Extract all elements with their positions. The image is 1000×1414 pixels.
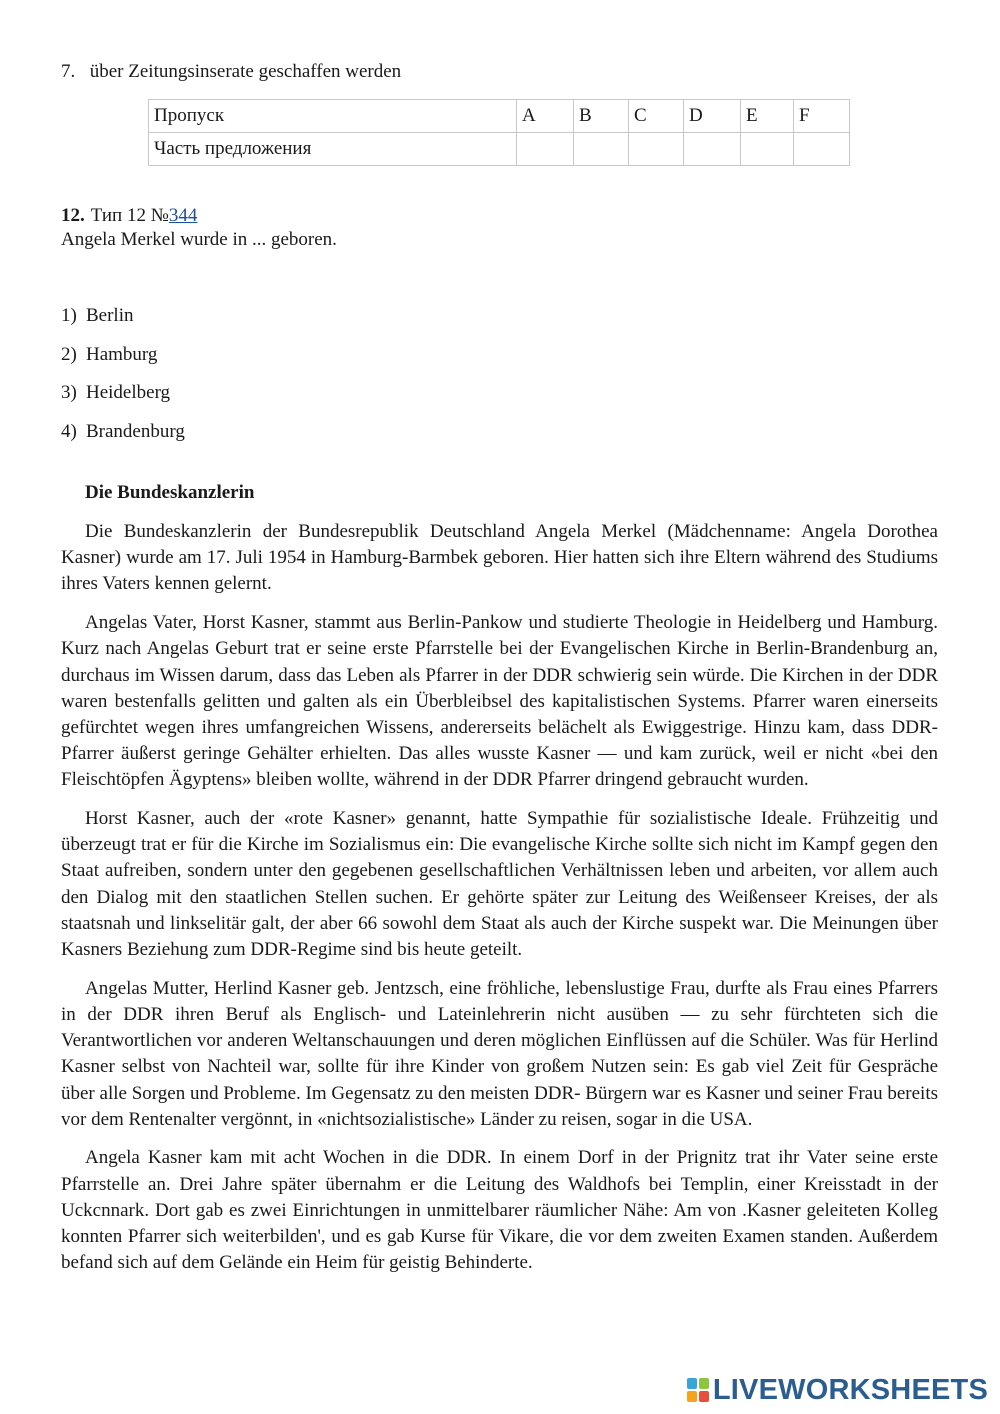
answer-options — [61, 304, 185, 458]
answer-cell-e[interactable] — [741, 133, 794, 166]
paragraph: Angelas Vater, Horst Kasner, stammt aus Berlin-Pankow und studierte Theologie in Heidelberg und Hamburg. Kurz nach Angelas Geburt trat er seine erste Pfarrstelle bei der Evangelischen Kirche in Berlin-Brandenburg an, durchaus im Wissen darum, dass das Leben als Pfarrer in der DDR schwierig sein würde. Die Kirchen in der DDR waren bestenfalls gelitten und galten als ein Überbleibsel des kapitalistischen Systems. Pfarrer waren einerseits gefürchtet wegen ihres umfangreichen Wissens, andererseits belächelt als Ewiggestrige. Hinzu kam, dass DDR-Pfarrer äußerst geringe Gehälter erhielten. Das alles wusste Kasner — und kam zurück, weil er nicht «bei den Fleischtöpfen Ägyptens» bleiben wollte, während in der DDR Pfarrer dringend gebraucht wurden. — [61, 612, 938, 791]
liveworksheets-logo-icon — [687, 1378, 709, 1402]
option-text: Brandenburg — [86, 420, 185, 442]
header-cell-d: D — [684, 100, 741, 133]
brand-logo — [687, 1374, 988, 1406]
answer-cell-f[interactable] — [794, 133, 850, 166]
option-3[interactable] — [61, 381, 185, 420]
answer-cell-a[interactable] — [517, 133, 574, 166]
header-cell-f: F — [794, 100, 850, 133]
brand-name: LIVEWORKSHEETS — [712, 1373, 988, 1406]
option-number: 1) — [61, 305, 77, 326]
list-item-7 — [61, 60, 401, 84]
paragraph: Horst Kasner, auch der «rote Kasner» genannt, hatte Sympathie für sozialistische Ideale. Frühzeitig und überzeugt trat er für die Kirche im Sozialismus ein: Die evangelische Kirche sollte sich nicht im Kampf gegen den Staat aufreiben, sondern unter den gegebenen gesellschaftlichen Verhältnissen leben und arbeiten, vor allem auch den Dialog mit den staatlichen Stellen suchen. Er gehörte später zur Leitung des Weißenseer Kreises, der als staatsnah und linkselitär galt, der aber 66 sowohl dem Staat als auch der Kirche suspekt war. Die Meinungen über Kasners Beziehung zum DDR-Regime sind bis heute geteilt. — [61, 808, 938, 961]
paragraph: Angelas Mutter, Herlind Kasner geb. Jentzsch, eine fröhliche, lebenslustige Frau, durfte als Frau eines Pfarrers in der DDR ihren Beruf als Englisch- und Lateinlehrerin nicht ausüben — zu sehr fürchteten sich die Verantwortlichen vor anderen Weltanschauungen und deren möglichen Einflüssen auf die Schüler. Was für Herlind Kasner selbst von Nachteil war, sollte für ihre Kinder von großem Nutzen sein: Es gab viel Zeit für Gespräche über alle Sorgen und Probleme. Im Gegensatz zu den meisten DDR- Bürgern war es Kasner und seiner Frau bereits vor dem Rentenalter vergönnt, in «nichtsozialistische» Länder zu reisen, sogar in die USA. — [61, 977, 938, 1130]
task-type-label: Тип 12 № — [90, 205, 169, 226]
option-1[interactable] — [61, 304, 185, 343]
task-header — [61, 204, 197, 228]
header-cell-a: A — [517, 100, 574, 133]
header-cell-e: E — [741, 100, 794, 133]
table-row-gap — [149, 100, 850, 133]
answer-cell-d[interactable] — [684, 133, 741, 166]
answer-cell-c[interactable] — [629, 133, 684, 166]
row-label-sentence-part: Часть предложения — [149, 133, 517, 166]
answer-table — [148, 99, 850, 166]
option-2[interactable] — [61, 343, 185, 382]
option-4[interactable] — [61, 420, 185, 459]
article-title: Die Bundeskanzlerin — [85, 482, 255, 503]
paragraph: Angela Kasner kam mit acht Wochen in die DDR. In einem Dorf in der Prignitz trat ihr Vater seine erste Pfarrstelle an. Drei Jahre später übernahm er die Leitung des Waldhofs bei Templin, einer Kreisstadt in der Uckcnnark. Dort gab es zwei Einrichtungen in unmittelbarer räumlicher Nähe: Am von .Kasner geleiteten Kolleg konnten Pfarrer sich weiterbilden', und es gab Kurse für Vikare, die vor dem zweiten Examen standen. Außerdem befand sich auf dem Gelände ein Heim für geistig Behinderte. — [61, 1147, 938, 1274]
option-number: 3) — [61, 382, 77, 403]
item-text: über Zeitungsinserate geschaffen werden — [89, 61, 402, 82]
task-question: Angela Merkel wurde in ... geboren. — [61, 229, 337, 250]
header-cell-gap: Пропуск — [149, 100, 517, 133]
task-link[interactable]: 344 — [168, 205, 198, 226]
answer-cell-b[interactable] — [574, 133, 629, 166]
table-row-sentence-part — [149, 133, 850, 166]
header-cell-c: C — [629, 100, 684, 133]
header-cell-b: B — [574, 100, 629, 133]
option-text: Hamburg — [86, 343, 158, 365]
option-text: Berlin — [86, 305, 134, 326]
task-number: 12. — [61, 205, 85, 226]
option-number: 4) — [61, 420, 77, 442]
option-text: Heidelberg — [86, 382, 171, 403]
article-body — [61, 519, 938, 1289]
option-number: 2) — [61, 343, 77, 365]
item-number: 7. — [61, 61, 76, 82]
paragraph: Die Bundeskanzlerin der Bundesrepublik Deutschland Angela Merkel (Mädchenname: Angela Dorothea Kasner) wurde am 17. Juli 1954 in Hamburg-Barmbek geboren. Hier hatten sich ihre Eltern während des Studiums ihres Vaters kennen gelernt. — [61, 521, 938, 595]
